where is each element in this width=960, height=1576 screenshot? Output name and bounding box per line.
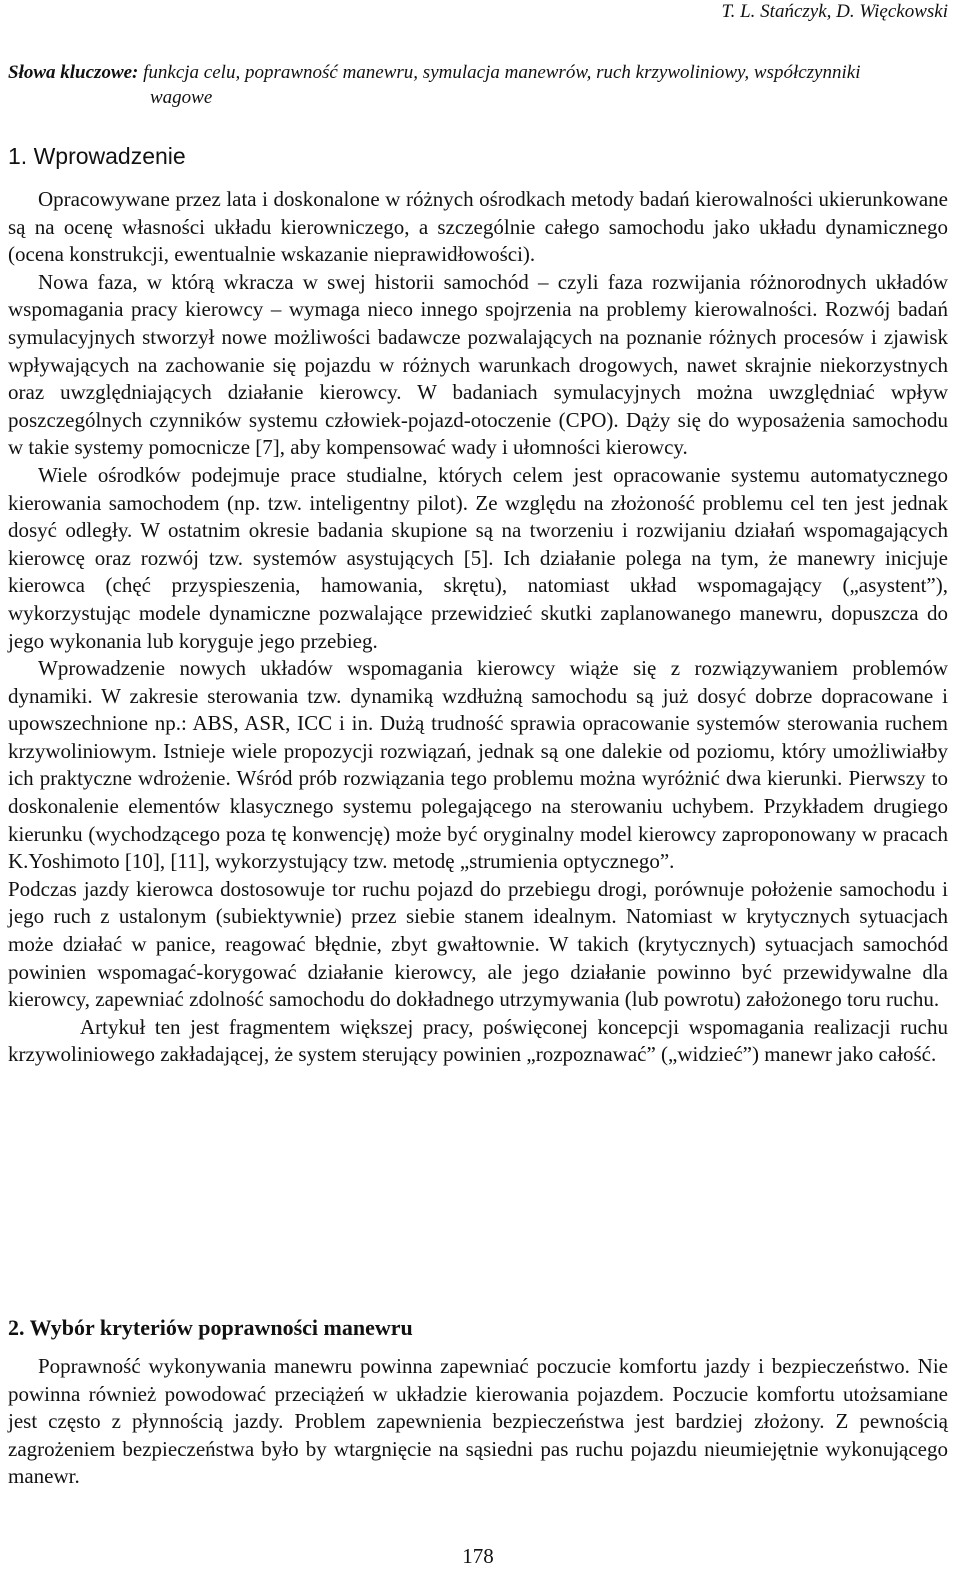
paragraph: Wprowadzenie nowych układów wspomagania kierowcy wiąże się z rozwiązywaniem problemów dynamiki. W zakresie sterowania tzw. dynamiką wzdłużną samochodu są już dosyć dobrze dopracowane i upowszechnione np.: ABS, ASR, ICC i in. Dużą trudność sprawia opracowanie systemów sterowania ruchem krzywoliniowym. Istnieje wiele propozycji rozwiązań, jednak są one dalekie od poziomu, który umożliwiałby ich praktyczne wdrożenie. Wśród prób rozwiązania tego problemu można wyróżnić dwa kierunki. Pierwszy to doskonalenie elementów klasycznego systemu polegającego na sterowaniu uchybem. Przykładem drugiego kierunku (wychodzącego poza tę konwencję) może być oryginalny model kierowcy zaproponowany w pracach K.Yoshimoto [10], [11], wykorzystujący tzw. metodę „strumienia optycznego”. <box>8 656 948 874</box>
section-2-body <box>8 1353 948 1491</box>
section-1-heading: 1. Wprowadzenie <box>8 143 186 169</box>
keywords-label: Słowa kluczowe: <box>8 62 139 83</box>
keywords-block <box>8 60 948 110</box>
page-number: 178 <box>462 1544 494 1568</box>
section-1-body <box>8 186 948 1069</box>
paragraph: Opracowywane przez lata i doskonalone w różnych ośrodkach metody badań kierowalności ukierunkowane są na ocenę własności układu kierowniczego, a szczególnie całego samochodu jako układu dynamicznego (ocena konstrukcji, ewentualnie wskazanie nieprawidłowości). <box>8 187 948 267</box>
paragraph: Poprawność wykonywania manewru powinna zapewniać poczucie komfortu jazdy i bezpieczeństwo. Nie powinna również powodować przeciążeń w układzie kierowania pojazdem. Poczucie komfortu utożsamiane jest często z płynnością jazdy. Problem zapewnienia bezpieczeństwa jest bardziej złożony. Z pewnością zagrożeniem bezpieczeństwa było by wtargnięcie na sąsiedni pas ruchu pojazdu nieumiejętnie wykonującego manewr. <box>8 1354 948 1489</box>
running-head-authors: T. L. Stańczyk, D. Więckowski <box>721 1 948 22</box>
paragraph: Wiele ośrodków podejmuje prace studialne, których celem jest opracowanie systemu automatycznego kierowania samochodem (np. tzw. inteligentny pilot). Ze względu na złożoność problemu cel ten jest jednak dosyć odległy. W ostatnim okresie badania skupione są na tworzeniu i rozwijaniu działań wspomagających kierowcę oraz rozwój tzw. systemów asystujących [5]. Ich działanie polega na tym, że manewry inicjuje kierowca (chęć przyspieszenia, hamowania, skrętu), natomiast układ wspomagający („asystent”), wykorzystując modele dynamiczne pozwalające przewidzieć skutki zaplanowanego manewru, dopuszcza do jego wykonania lub koryguje jego przebieg. <box>8 462 948 653</box>
keywords-text: funkcja celu, poprawność manewru, symulacja manewrów, ruch krzywoliniowy, współczynniki <box>143 62 861 83</box>
paragraph: Artykuł ten jest fragmentem większej pracy, poświęconej koncepcji wspomagania realizacji ruchu krzywoliniowego zakładającej, że system sterujący powinien „rozpoznawać” („widzieć”) manewr jako całość. <box>8 1014 948 1067</box>
paragraph: Podczas jazdy kierowca dostosowuje tor ruchu pojazd do przebiegu drogi, porównuje położenie samochodu i jego ruch z ustalonym (subiektywnie) przez siebie stanem idealnym. Natomiast w krytycznych sytuacjach może działać w panice, reagować błędnie, zbyt gwałtownie. W takich (krytycznych) sytuacjach samochód powinien wspomagać-korygować działanie kierowcy, ale jego działanie powinno być przewidywalne dla kierowcy, zapewniać zdolność samochodu do dokładnego utrzymywania (lub powrotu) założonego toru ruchu. <box>8 876 948 1012</box>
section-2-heading: 2. Wybór kryteriów poprawności manewru <box>8 1315 413 1340</box>
paragraph: Nowa faza, w którą wkracza w swej historii samochód – czyli faza rozwijania różnorodnych układów wspomagania pracy kierowcy – wymaga nieco innego spojrzenia na problemy kierowalności. Rozwój badań symulacyjnych stworzył nowe możliwości badawcze pozwalających na poznanie różnych procesów i zjawisk wpływających na zachowanie się pojazdu w różnych warunkach drogowych, nawet skrajnie niekorzystnych oraz uwzględniających działanie kierowcy. W badaniach symulacyjnych można uwzględniać wpływ poszczególnych czynników systemu człowiek-pojazd-otoczenie (CPO). Dąży się do wyposażenia samochodu w takie systemy pomocnicze [7], aby kompensować wady i ułomności kierowcy. <box>8 269 948 460</box>
keywords-continuation: wagowe <box>150 87 213 108</box>
